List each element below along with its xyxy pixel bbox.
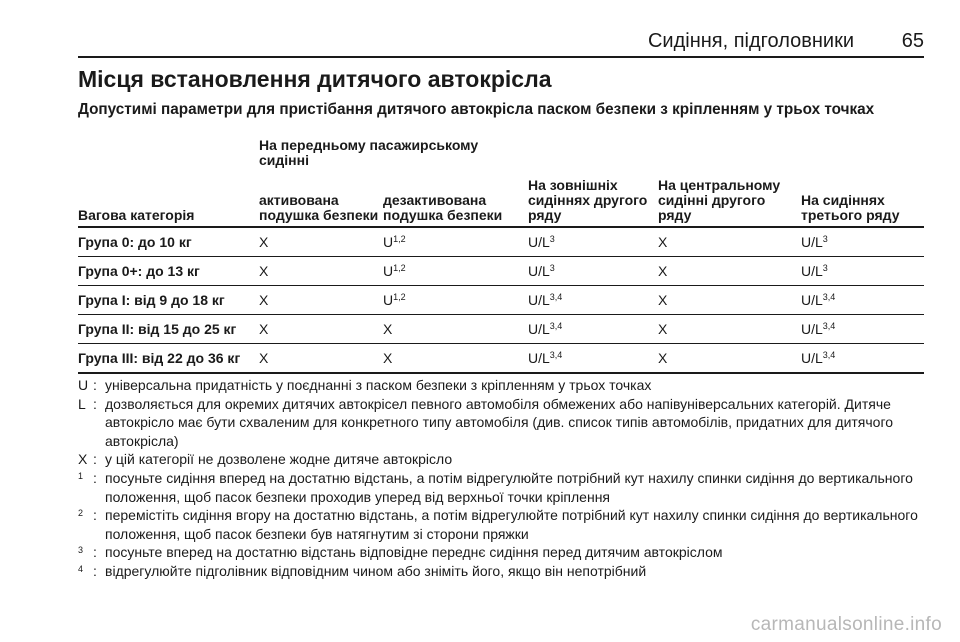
front-passenger-group-header: На передньому пасажирському сидінні (259, 137, 479, 168)
outer-seat-cell: $U/L^3$ (528, 227, 658, 257)
outer-seat-cell: $U/L^3$ (528, 257, 658, 286)
note-colon: : (93, 451, 97, 468)
note-colon: : (93, 544, 97, 561)
running-header (78, 30, 924, 58)
airbag-deactivated-cell: X (383, 315, 528, 344)
col-outer-second-row: На зовнішніх сидіннях другого ряду (528, 178, 658, 227)
note-key: U (78, 377, 89, 393)
airbag-active-cell: X (259, 315, 383, 344)
col-airbag-active: активована подушка безпеки (259, 178, 383, 227)
watermark: carmanualsonline.info (750, 614, 942, 635)
col-airbag-deactivated: дезактивована подушка безпеки (383, 178, 528, 227)
note-key: X (78, 451, 88, 468)
note-text: у цій категорії не дозволене жодне дитяче автокрісло (105, 451, 453, 468)
weight-group-cell: Група II: від 15 до 25 кг (78, 315, 259, 344)
note-key: 1 (78, 470, 84, 481)
airbag-deactivated-cell: X (383, 344, 528, 374)
note-text: дозволяється для окремих дитячих автокрісел певного автомобіля обмежених або напівуніверсальних категорій. Дитяче автокрісло має бути схваленим для конкретного типу автомобіля (див. список типів автомобілів, придатних для дитячого автокрісла) (105, 395, 894, 449)
col-third-row: На сидіннях третього ряду (801, 178, 924, 227)
note-item (78, 562, 924, 581)
table-row (78, 344, 924, 374)
note-item (78, 469, 924, 506)
note-text: перемістіть сидіння вгору на достатню відстань, а потім відрегулюйте потрібний кут нахилу спинки сидіння до вертикального положення, щоб пасок безпеки був натягнутим зі сторони пряжки (105, 507, 918, 542)
note-item (78, 376, 924, 395)
airbag-active-cell: X (259, 257, 383, 286)
note-key: L (78, 395, 86, 412)
section-title: Сидіння, підголовники (647, 30, 854, 52)
col-center-second-row: На центральному сидінні другого ряду (658, 178, 801, 227)
third-row-cell: $U/L^{3,4}$ (801, 286, 924, 315)
center-seat-cell: X (658, 257, 801, 286)
third-row-cell: $U/L^3$ (801, 227, 924, 257)
center-seat-cell: X (658, 286, 801, 315)
third-row-cell: $U/L^3$ (801, 257, 924, 286)
note-colon: : (93, 377, 97, 393)
center-seat-cell: X (658, 227, 801, 257)
weight-group-cell: Група III: від 22 до 36 кг (78, 344, 259, 374)
child-seat-table (78, 138, 924, 374)
note-item (78, 450, 924, 469)
legend-notes (78, 376, 924, 581)
note-colon: : (93, 395, 97, 412)
airbag-deactivated-cell: U$^{1,2}$ (383, 227, 528, 257)
note-colon: : (93, 469, 97, 486)
note-text: посуньте вперед на достатню відстань відповідне переднє сидіння перед дитячим автокріслом (105, 544, 723, 561)
outer-seat-cell: $U/L^{3,4}$ (528, 286, 658, 315)
note-item (78, 543, 924, 562)
note-text: універсальна придатність у поєднанні з паском безпеки з кріпленням у трьох точках (105, 377, 652, 393)
airbag-active-cell: X (259, 227, 383, 257)
table-row (78, 227, 924, 257)
airbag-deactivated-cell: U$^{1,2}$ (383, 286, 528, 315)
weight-group-cell: Група I: від 9 до 18 кг (78, 286, 259, 315)
page-number: 65 (901, 30, 924, 52)
table-row (78, 257, 924, 286)
third-row-cell: $U/L^{3,4}$ (801, 344, 924, 374)
note-item (78, 395, 924, 451)
table-row (78, 315, 924, 344)
airbag-deactivated-cell: U$^{1,2}$ (383, 257, 528, 286)
weight-group-cell: Група 0: до 10 кг (78, 227, 259, 257)
note-item (78, 506, 924, 543)
page-title: Місця встановлення дитячого автокрісла (78, 66, 552, 92)
note-text: відрегулюйте підголівник відповідним чином або зніміть його, якщо він непотрібний (105, 562, 647, 579)
airbag-active-cell: X (259, 286, 383, 315)
airbag-active-cell: X (259, 344, 383, 374)
manual-page (78, 0, 924, 642)
outer-seat-cell: $U/L^{3,4}$ (528, 344, 658, 374)
note-key: 2 (78, 508, 84, 519)
note-colon: : (93, 562, 97, 579)
col-weight-category: Вагова категорія (78, 178, 259, 227)
note-key: 4 (78, 563, 84, 574)
table-row (78, 286, 924, 315)
note-key: 3 (78, 545, 84, 556)
weight-group-cell: Група 0+: до 13 кг (78, 257, 259, 286)
outer-seat-cell: $U/L^{3,4}$ (528, 315, 658, 344)
note-text: посуньте сидіння вперед на достатню відстань, а потім відрегулюйте потрібний кут нахилу спинки сидіння до вертикального положення, щоб пасок безпеки проходив уперед від верхньої точки кріплення (105, 469, 913, 505)
center-seat-cell: X (658, 344, 801, 374)
center-seat-cell: X (658, 315, 801, 344)
third-row-cell: $U/L^{3,4}$ (801, 315, 924, 344)
note-colon: : (93, 507, 97, 524)
page-subtitle: Допустимі параметри для пристібання дитячого автокрісла паском безпеки з кріпленням у трьох точках (78, 101, 875, 118)
